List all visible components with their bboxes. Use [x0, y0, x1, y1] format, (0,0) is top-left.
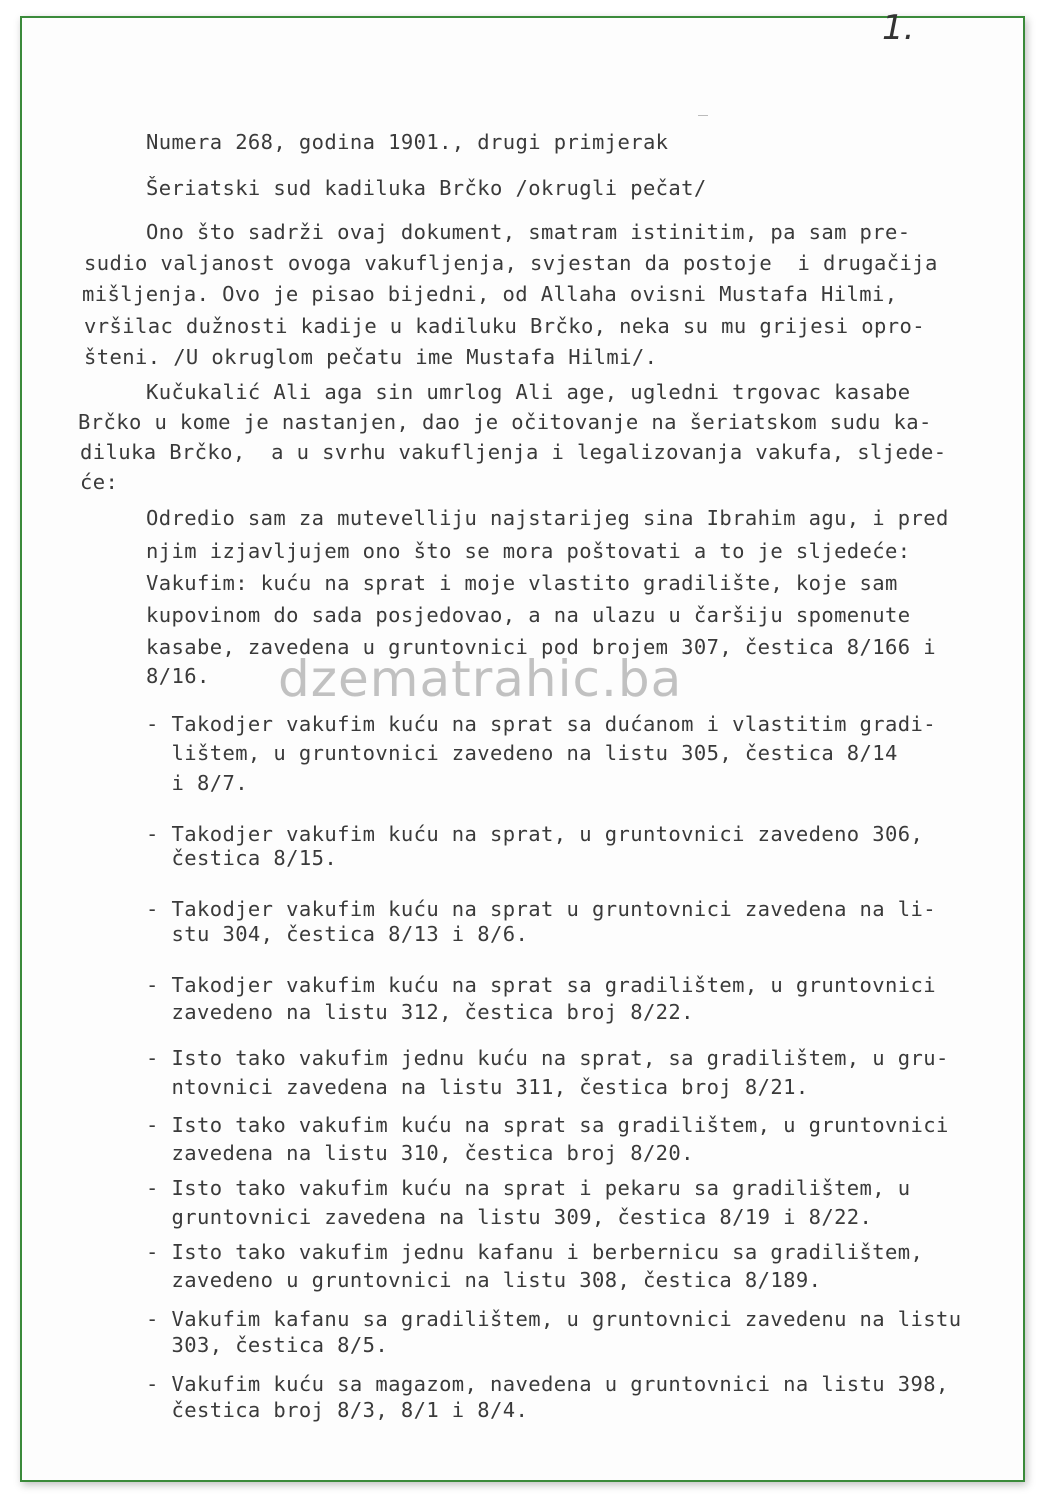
- list-item-line: i 8/7.: [146, 771, 248, 795]
- header-line: Šeriatski sud kadiluka Brčko /okrugli pečat/: [146, 176, 707, 200]
- text-line: mišljenja. Ovo je pisao bijedni, od Allaha ovisni Mustafa Hilmi,: [82, 282, 898, 306]
- text-line: Kučukalić Ali aga sin umrlog Ali age, ugledni trgovac kasabe: [146, 380, 911, 404]
- list-item-line: - Takodjer vakufim kuću na sprat sa dućanom i vlastitim gradi-: [146, 712, 937, 736]
- list-item-line: lištem, u gruntovnici zavedeno na listu 305, čestica 8/14: [146, 741, 898, 765]
- list-item-line: ntovnici zavedena na listu 311, čestica broj 8/21.: [146, 1075, 809, 1099]
- list-item-line: gruntovnici zavedena na listu 309, čestica 8/19 i 8/22.: [146, 1205, 873, 1229]
- header-line: Numera 268, godina 1901., drugi primjerak: [146, 130, 669, 154]
- text-line: kasabe, zavedena u gruntovnici pod brojem 307, čestica 8/166 i: [146, 635, 937, 659]
- list-item-line: - Takodjer vakufim kuću na sprat sa gradilištem, u gruntovnici: [146, 973, 937, 997]
- list-item-line: zavedeno u gruntovnici na listu 308, čestica 8/189.: [146, 1268, 822, 1292]
- text-line: sudio valjanost ovoga vakufljenja, svjestan da postoje i drugačija: [84, 251, 938, 275]
- text-line: Odredio sam za mutevelliju najstarijeg sina Ibrahim agu, i pred: [146, 506, 949, 530]
- text-line: 8/16.: [146, 664, 210, 688]
- watermark: dzematrahic.ba: [278, 650, 683, 708]
- list-item-line: 303, čestica 8/5.: [146, 1333, 389, 1357]
- list-item-line: stu 304, čestica 8/13 i 8/6.: [146, 922, 529, 946]
- list-item-line: - Isto tako vakufim kuću na sprat sa gradilištem, u gruntovnici: [146, 1113, 949, 1137]
- list-item-line: - Vakufim kafanu sa gradilištem, u gruntovnici zavedenu na listu: [146, 1307, 962, 1331]
- text-line: Vakufim: kuću na sprat i moje vlastito gradilište, koje sam: [146, 571, 898, 595]
- list-item-line: - Vakufim kuću sa magazom, navedena u gruntovnici na listu 398,: [146, 1372, 949, 1396]
- text-line: Brčko u kome je nastanjen, dao je očitovanje na šeriatskom sudu ka-: [78, 410, 932, 434]
- text-line: diluka Brčko, a u svrhu vakufljenja i legalizovanja vakufa, sljede-: [80, 440, 947, 464]
- text-line: njim izjavljujem ono što se mora poštovati a to je sljedeće:: [146, 539, 911, 563]
- text-line: šteni. /U okruglom pečatu ime Mustafa Hilmi/.: [84, 345, 658, 369]
- list-item-line: - Isto tako vakufim jednu kuću na sprat, sa gradilištem, u gru-: [146, 1046, 949, 1070]
- list-item-line: zavedeno na listu 312, čestica broj 8/22.: [146, 1000, 694, 1024]
- text-line: kupovinom do sada posjedovao, a na ulazu u čaršiju spomenute: [146, 603, 911, 627]
- list-item-line: čestica broj 8/3, 8/1 i 8/4.: [146, 1398, 529, 1422]
- list-item-line: - Takodjer vakufim kuću na sprat u gruntovnici zavedena na li-: [146, 897, 937, 921]
- text-line: će:: [80, 470, 119, 494]
- list-item-line: - Isto tako vakufim jednu kafanu i berbernicu sa gradilištem,: [146, 1240, 924, 1264]
- page-number: 1.: [882, 8, 915, 48]
- list-item-line: čestica 8/15.: [146, 846, 338, 870]
- text-line: vršilac dužnosti kadije u kadiluku Brčko, neka su mu grijesi opro-: [84, 314, 925, 338]
- text-line: Ono što sadrži ovaj dokument, smatram istinitim, pa sam pre-: [146, 220, 911, 244]
- list-item-line: - Takodjer vakufim kuću na sprat, u gruntovnici zavedeno 306,: [146, 822, 924, 846]
- mark: [698, 115, 708, 116]
- list-item-line: zavedena na listu 310, čestica broj 8/20.: [146, 1141, 694, 1165]
- list-item-line: - Isto tako vakufim kuću na sprat i pekaru sa gradilištem, u: [146, 1176, 911, 1200]
